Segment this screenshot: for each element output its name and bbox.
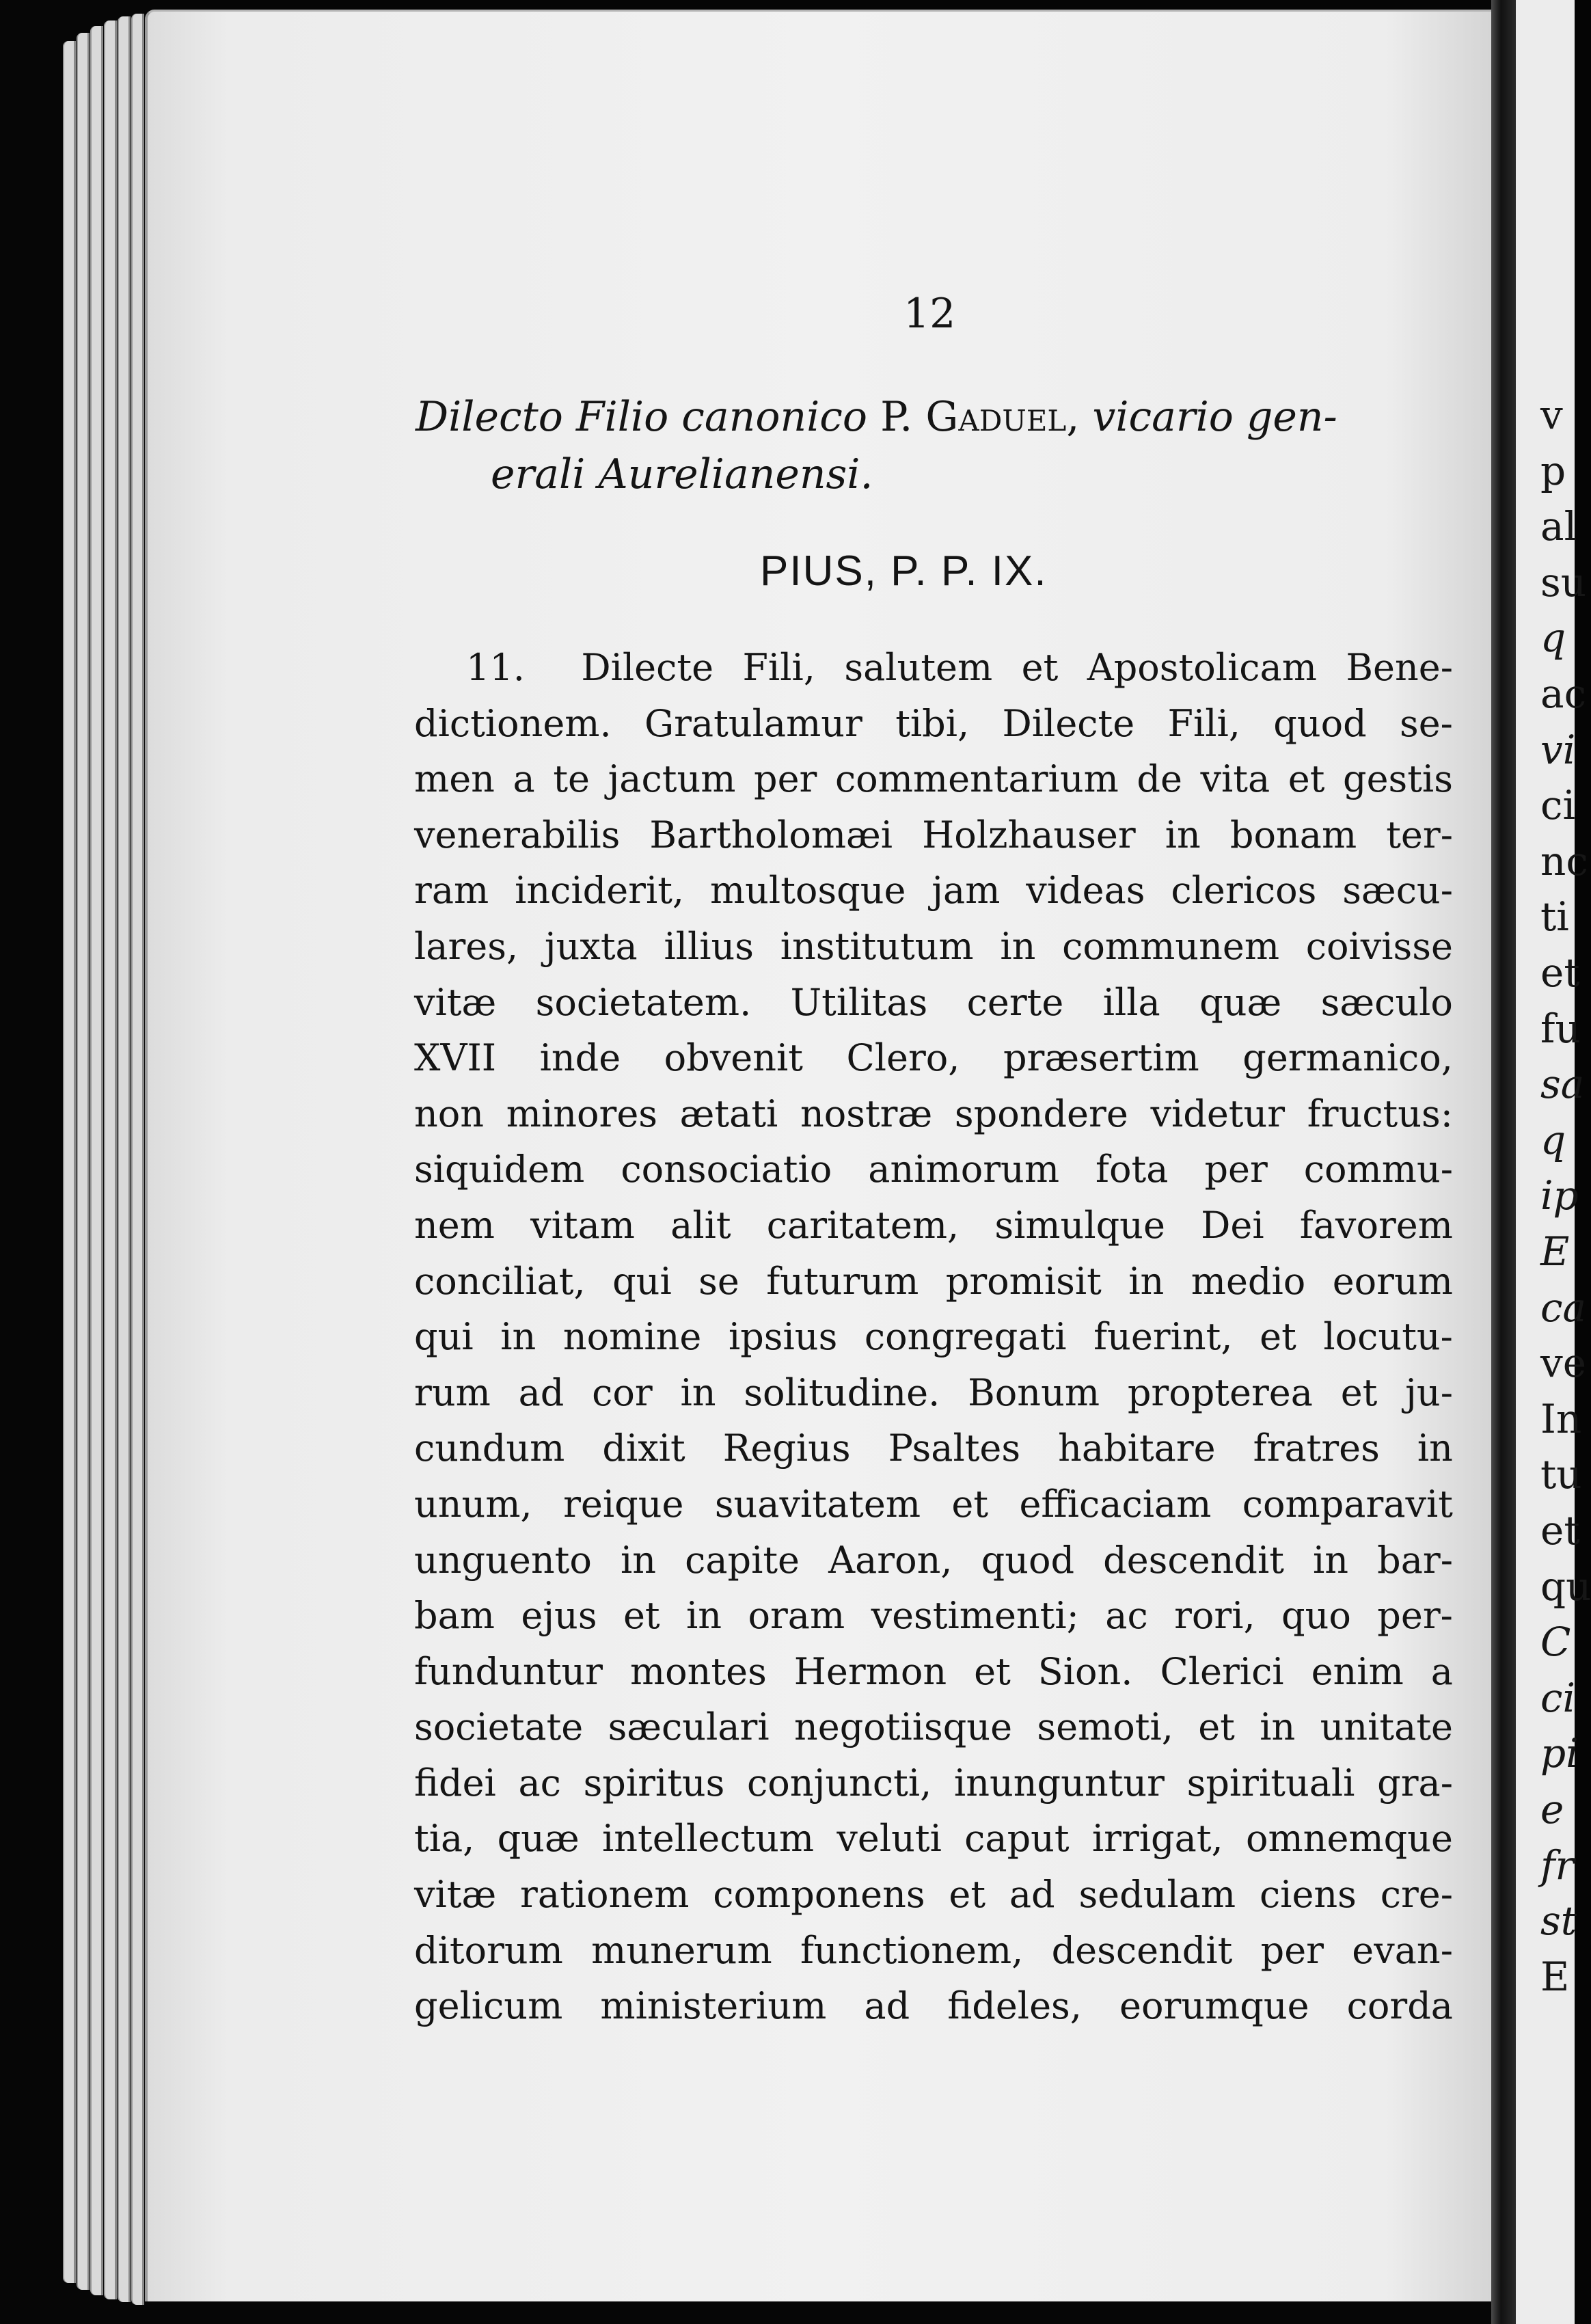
facing-page-fragment: nc xyxy=(1540,837,1588,884)
facing-page-fragment: vi xyxy=(1540,726,1576,773)
paragraph-number: 11. xyxy=(466,646,525,689)
facing-page-fragment: qu xyxy=(1540,1563,1591,1610)
body-line: bam ejus et in oram vestimenti; ac rori, quo per- xyxy=(414,1594,1453,1638)
body-line: men a te jactum per commentarium de vita et gestis xyxy=(414,757,1453,801)
facing-page-fragment: sa xyxy=(1540,1061,1585,1108)
facing-page-fragment: tu xyxy=(1540,1451,1582,1498)
body-line: unguento in capite Aaron, quod descendit in bar- xyxy=(414,1538,1453,1582)
facing-page-fragment: C xyxy=(1540,1619,1571,1666)
page-edge xyxy=(77,33,90,2290)
page-edge xyxy=(118,16,131,2302)
facing-page-fragment: In xyxy=(1540,1395,1582,1442)
body-line: fidei ac spiritus conjuncti, inunguntur spirituali gra- xyxy=(414,1761,1453,1805)
address-title: vicario gen- xyxy=(1092,393,1337,441)
page-number: 12 xyxy=(903,290,956,338)
facing-page-fragment: st xyxy=(1540,1897,1577,1945)
papal-heading: PIUS, P. P. IX. xyxy=(760,548,1048,595)
facing-page-fragment: pi xyxy=(1540,1730,1579,1777)
facing-page-fragment: ve xyxy=(1540,1340,1587,1387)
body-line: dictionem. Gratulamur tibi, Dilecte Fili, quod se- xyxy=(414,701,1453,745)
body-line: societate sæculari negotiisque semoti, et in unitate xyxy=(414,1705,1453,1749)
body-line: qui in nomine ipsius congregati fuerint, et locutu- xyxy=(414,1315,1453,1359)
facing-page-fragment: ac xyxy=(1540,671,1587,717)
facing-page-fragment: al xyxy=(1540,503,1577,550)
facing-page-fragment: ip xyxy=(1540,1172,1579,1219)
page-edge xyxy=(131,14,144,2305)
body-line: venerabilis Bartholomæi Holzhauser in bonam ter- xyxy=(414,813,1453,856)
facing-page-fragment: E xyxy=(1540,1228,1570,1275)
body-line: ram inciderit, multosque jam videas clericos sæcu- xyxy=(414,869,1453,913)
body-line: gelicum ministerium ad fideles, eorumque corda xyxy=(414,1984,1453,2028)
book-gutter xyxy=(1491,0,1516,2324)
address-line xyxy=(416,388,1441,503)
facing-page-fragment: et xyxy=(1540,1507,1580,1554)
facing-page-fragment: ca xyxy=(1540,1284,1587,1331)
facing-page-fragment: fu xyxy=(1540,1005,1581,1052)
facing-page-fragment: E xyxy=(1540,1953,1570,2000)
facing-page-fragment: ti xyxy=(1540,893,1569,941)
page-edge xyxy=(104,21,117,2299)
body-line: cundum dixit Regius Psaltes habitare fratres in xyxy=(414,1427,1453,1470)
body-line: rum ad cor in solitudine. Bonum propterea et ju- xyxy=(414,1370,1453,1414)
body-line: 11. Dilecte Fili, salutem et Apostolicam Bene- xyxy=(414,640,1453,696)
facing-page-fragment: q xyxy=(1540,1116,1566,1163)
facing-page-fragment: et xyxy=(1540,949,1580,996)
body-line: conciliat, qui se futurum promisit in medio eorum xyxy=(414,1259,1453,1303)
body-line: siquidem consociatio animorum fota per commu- xyxy=(414,1148,1453,1191)
letter-body xyxy=(414,640,1453,2034)
facing-page-fragment: e xyxy=(1540,1786,1564,1833)
facing-page-fragment: v xyxy=(1540,392,1563,438)
address-line-2: erali Aurelianensi. xyxy=(491,450,873,498)
facing-page-fragment: ci xyxy=(1540,782,1576,829)
facing-page xyxy=(1516,0,1591,2324)
body-line: nem vitam alit caritatem, simulque Dei favorem xyxy=(414,1203,1453,1247)
body-line: tia, quæ intellectum veluti caput irrigat, omnemque xyxy=(414,1817,1453,1861)
address-name: P. Gaduel, xyxy=(880,393,1080,441)
body-line: ditorum munerum functionem, descendit per evan- xyxy=(414,1928,1453,1972)
body-line: vitæ societatem. Utilitas certe illa quæ sæculo xyxy=(414,980,1453,1024)
body-line: lares, juxta illius institutum in communem coivisse xyxy=(414,924,1453,968)
facing-page-fragment: su xyxy=(1540,558,1587,606)
address-dedication: Dilecto Filio canonico xyxy=(416,393,867,441)
facing-page-fragment: ci xyxy=(1540,1674,1576,1721)
body-line: unum, reique suavitatem et efficaciam comparavit xyxy=(414,1482,1453,1526)
facing-page-fragment: p xyxy=(1540,447,1566,494)
page-edge xyxy=(63,41,76,2283)
body-line: non minores ætati nostræ spondere videtur fructus: xyxy=(414,1092,1453,1135)
body-line: funduntur montes Hermon et Sion. Clerici enim a xyxy=(414,1649,1453,1693)
page-edge xyxy=(90,26,103,2295)
body-line: XVII inde obvenit Clero, præsertim germanico, xyxy=(414,1036,1453,1080)
facing-page-fragment: q xyxy=(1540,614,1566,662)
facing-page-fragment: fr xyxy=(1540,1841,1575,1889)
body-line: vitæ rationem componens et ad sedulam ciens cre- xyxy=(414,1873,1453,1917)
